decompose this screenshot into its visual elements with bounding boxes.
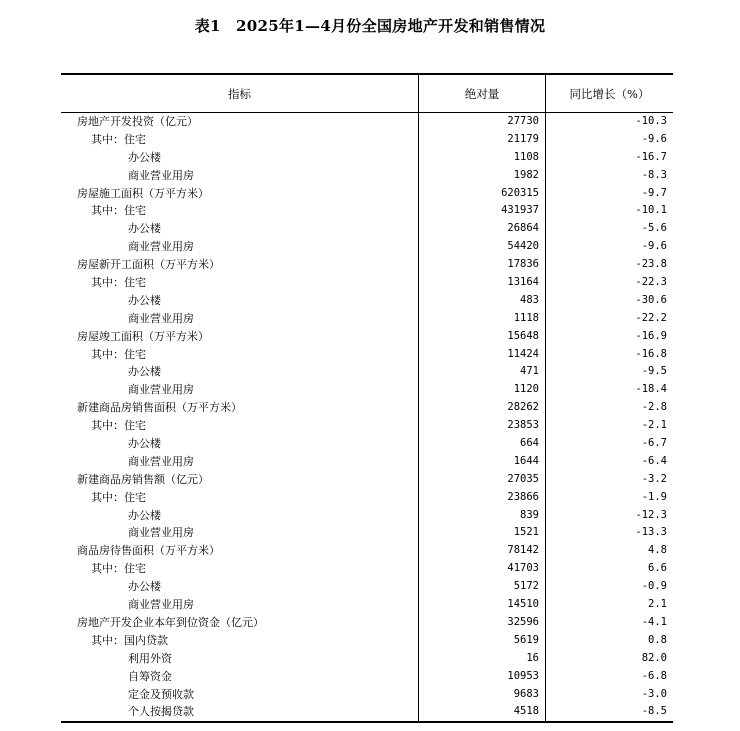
row-absolute-value: 21179 xyxy=(419,131,546,149)
row-label: 商业营业用房 xyxy=(61,453,419,471)
table-row xyxy=(61,399,673,417)
row-absolute-value: 1982 xyxy=(419,167,546,185)
row-absolute-value: 17836 xyxy=(419,256,546,274)
row-growth-value: -8.5 xyxy=(641,705,667,718)
row-label: 其中：国内贷款 xyxy=(61,632,419,650)
row-label: 其中：住宅 xyxy=(61,346,419,364)
row-growth-value: -2.1 xyxy=(641,419,667,432)
row-label: 房地产开发企业本年到位资金（亿元） xyxy=(61,614,419,632)
table-row xyxy=(61,632,673,650)
row-label: 商业营业用房 xyxy=(61,524,419,542)
header-growth: 同比增长（%） xyxy=(569,86,650,101)
table-body xyxy=(61,113,673,721)
row-growth-value: -18.4 xyxy=(635,383,667,396)
row-growth-value: 82.0 xyxy=(641,651,667,664)
row-absolute-value: 27730 xyxy=(419,113,546,131)
row-absolute-value: 10953 xyxy=(419,668,546,686)
row-growth-value: -6.4 xyxy=(641,454,667,467)
row-growth-value: -10.1 xyxy=(635,204,667,217)
row-growth-value: -22.2 xyxy=(635,311,667,324)
row-label: 利用外资 xyxy=(61,650,419,668)
row-label: 其中：住宅 xyxy=(61,131,419,149)
row-growth-value: -5.6 xyxy=(641,222,667,235)
row-label: 其中：住宅 xyxy=(61,489,419,507)
row-growth-value: -6.7 xyxy=(641,437,667,450)
row-absolute-value: 11424 xyxy=(419,346,546,364)
row-absolute-value: 27035 xyxy=(419,471,546,489)
table-row xyxy=(61,220,673,238)
data-table xyxy=(61,73,673,723)
table-row xyxy=(61,113,673,131)
table-row xyxy=(61,650,673,668)
row-absolute-value: 5619 xyxy=(419,632,546,650)
table-row xyxy=(61,310,673,328)
table-row xyxy=(61,417,673,435)
row-absolute-value: 620315 xyxy=(419,185,546,203)
row-label: 办公楼 xyxy=(61,220,419,238)
header-absolute: 绝对量 xyxy=(419,75,546,112)
row-growth-value: -30.6 xyxy=(635,293,667,306)
row-label: 商业营业用房 xyxy=(61,310,419,328)
table-row xyxy=(61,471,673,489)
table-row xyxy=(61,274,673,292)
table-row xyxy=(61,668,673,686)
row-absolute-value: 16 xyxy=(419,650,546,668)
row-label: 房屋施工面积（万平方米） xyxy=(61,185,419,203)
row-label: 办公楼 xyxy=(61,363,419,381)
row-absolute-value: 839 xyxy=(419,507,546,525)
table-row xyxy=(61,381,673,399)
row-growth-value: -23.8 xyxy=(635,258,667,271)
row-label: 商业营业用房 xyxy=(61,238,419,256)
table-row xyxy=(61,614,673,632)
row-growth-value: 0.8 xyxy=(648,633,667,646)
row-label: 房地产开发投资（亿元） xyxy=(61,113,419,131)
row-label: 其中：住宅 xyxy=(61,417,419,435)
row-growth-value: -10.3 xyxy=(635,115,667,127)
table-row xyxy=(61,524,673,542)
row-label: 个人按揭贷款 xyxy=(61,703,419,721)
row-absolute-value: 14510 xyxy=(419,596,546,614)
row-growth-value: -9.6 xyxy=(641,240,667,253)
table-row xyxy=(61,131,673,149)
row-growth-value: -16.8 xyxy=(635,347,667,360)
row-growth-value: -3.2 xyxy=(641,472,667,485)
row-growth-value: -13.3 xyxy=(635,526,667,539)
row-absolute-value: 471 xyxy=(419,363,546,381)
row-growth-value: -1.9 xyxy=(641,490,667,503)
row-absolute-value: 41703 xyxy=(419,560,546,578)
row-label: 其中：住宅 xyxy=(61,202,419,220)
row-absolute-value: 664 xyxy=(419,435,546,453)
row-label: 办公楼 xyxy=(61,578,419,596)
row-label: 新建商品房销售额（亿元） xyxy=(61,471,419,489)
row-growth-value: 6.6 xyxy=(648,562,667,575)
row-growth-value: -12.3 xyxy=(635,508,667,521)
row-absolute-value: 1644 xyxy=(419,453,546,471)
row-absolute-value: 483 xyxy=(419,292,546,310)
table-row xyxy=(61,292,673,310)
row-growth-value: -6.8 xyxy=(641,669,667,682)
row-label: 自筹资金 xyxy=(61,668,419,686)
row-label: 商品房待售面积（万平方米） xyxy=(61,542,419,560)
row-growth-value: 2.1 xyxy=(648,598,667,611)
row-absolute-value: 23866 xyxy=(419,489,546,507)
row-absolute-value: 1108 xyxy=(419,149,546,167)
row-growth-value: -0.9 xyxy=(641,580,667,593)
row-growth-value: -9.6 xyxy=(641,132,667,145)
row-absolute-value: 15648 xyxy=(419,328,546,346)
row-label: 房屋新开工面积（万平方米） xyxy=(61,256,419,274)
row-label: 办公楼 xyxy=(61,435,419,453)
row-absolute-value: 1120 xyxy=(419,381,546,399)
table-row xyxy=(61,578,673,596)
table-row xyxy=(61,202,673,220)
row-label: 定金及预收款 xyxy=(61,686,419,704)
table-row xyxy=(61,238,673,256)
table-row xyxy=(61,453,673,471)
row-absolute-value: 23853 xyxy=(419,417,546,435)
table-row xyxy=(61,542,673,560)
header-indicator: 指标 xyxy=(61,75,419,112)
row-label: 商业营业用房 xyxy=(61,381,419,399)
table-row xyxy=(61,686,673,704)
row-growth-value: -8.3 xyxy=(641,168,667,181)
row-growth-value: -2.8 xyxy=(641,401,667,414)
table-row xyxy=(61,703,673,721)
row-label: 商业营业用房 xyxy=(61,596,419,614)
table-row xyxy=(61,256,673,274)
table-row xyxy=(61,560,673,578)
row-absolute-value: 1118 xyxy=(419,310,546,328)
row-growth-value: -16.7 xyxy=(635,150,667,163)
row-label: 办公楼 xyxy=(61,149,419,167)
row-absolute-value: 5172 xyxy=(419,578,546,596)
row-label: 办公楼 xyxy=(61,292,419,310)
table-row xyxy=(61,328,673,346)
row-growth-value: -16.9 xyxy=(635,329,667,342)
row-growth-value: -22.3 xyxy=(635,276,667,289)
row-absolute-value: 13164 xyxy=(419,274,546,292)
row-absolute-value: 28262 xyxy=(419,399,546,417)
row-absolute-value: 26864 xyxy=(419,220,546,238)
table-row xyxy=(61,489,673,507)
row-label: 其中：住宅 xyxy=(61,274,419,292)
table-row xyxy=(61,346,673,364)
row-growth-value: 4.8 xyxy=(648,544,667,557)
row-absolute-value: 431937 xyxy=(419,202,546,220)
row-absolute-value: 1521 xyxy=(419,524,546,542)
table-title: 表1 2025年1—4月份全国房地产开发和销售情况 xyxy=(194,17,546,35)
row-absolute-value: 78142 xyxy=(419,542,546,560)
row-growth-value: -3.0 xyxy=(641,687,667,700)
row-label: 房屋竣工面积（万平方米） xyxy=(61,328,419,346)
table-row xyxy=(61,363,673,381)
table-row xyxy=(61,185,673,203)
table-row xyxy=(61,149,673,167)
row-growth-value: -4.1 xyxy=(641,615,667,628)
row-growth-value: -9.7 xyxy=(641,186,667,199)
row-label: 其中：住宅 xyxy=(61,560,419,578)
row-label: 办公楼 xyxy=(61,507,419,525)
row-label: 新建商品房销售面积（万平方米） xyxy=(61,399,419,417)
table-row xyxy=(61,507,673,525)
table-row xyxy=(61,167,673,185)
table-row xyxy=(61,435,673,453)
row-growth-value: -9.5 xyxy=(641,365,667,378)
row-absolute-value: 54420 xyxy=(419,238,546,256)
row-label: 商业营业用房 xyxy=(61,167,419,185)
table-row xyxy=(61,596,673,614)
row-absolute-value: 9683 xyxy=(419,686,546,704)
row-absolute-value: 32596 xyxy=(419,614,546,632)
table-header-row xyxy=(61,75,673,113)
row-absolute-value: 4518 xyxy=(419,703,546,721)
